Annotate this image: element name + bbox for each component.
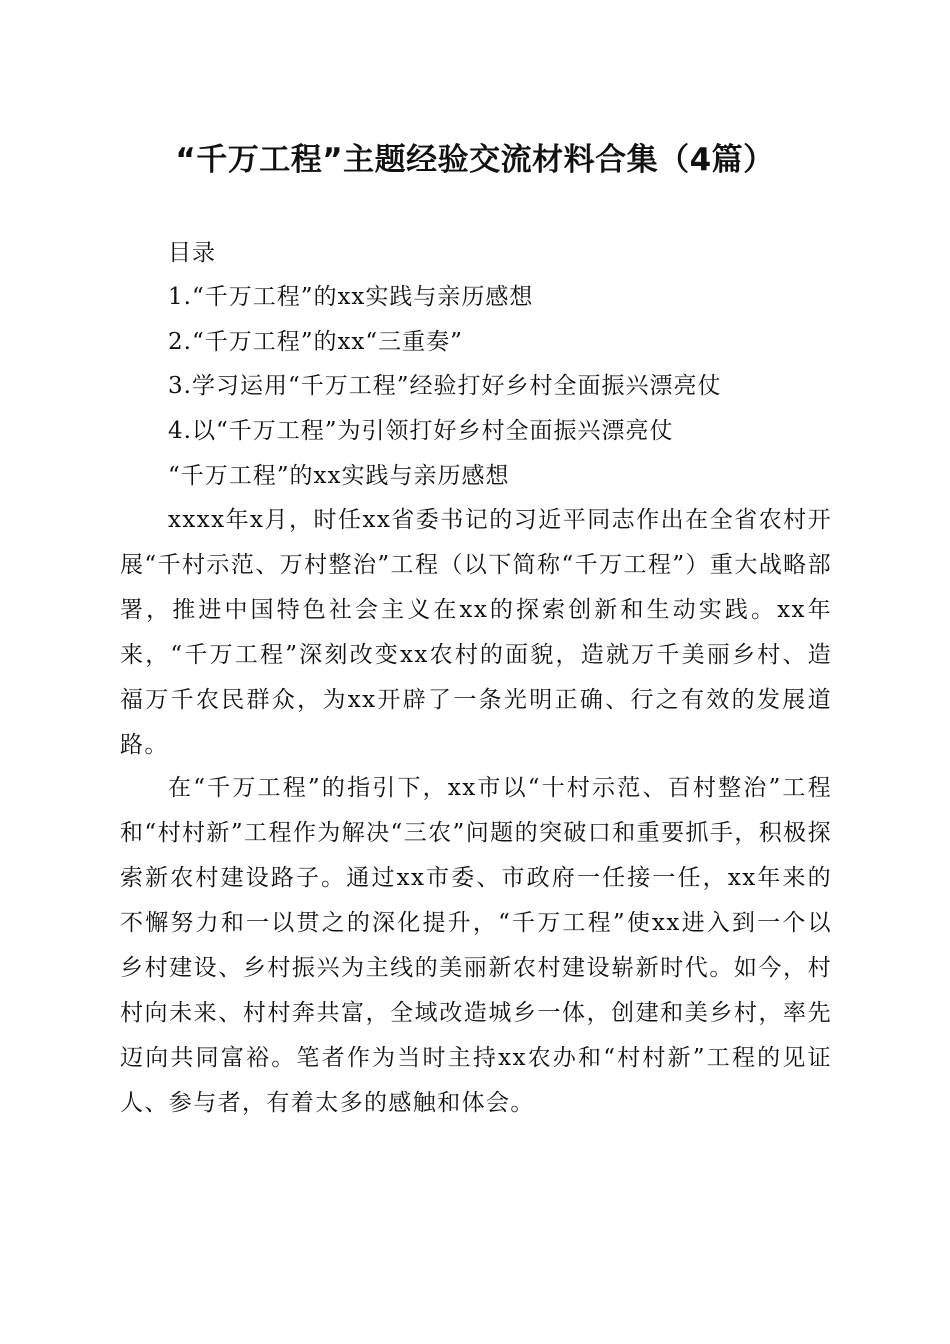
document-title: “千万工程”主题经验交流材料合集（4篇） [175, 142, 775, 178]
toc-item-2: 2.“千万工程”的xx“三重奏” [168, 329, 463, 355]
toc-item-1: 1.“千万工程”的xx实践与亲历感想 [168, 284, 534, 310]
toc-heading: 目录 [168, 240, 216, 266]
article-paragraph-1: xxxx年x月，时任xx省委书记的习近平同志作出在全省农村开展“千村示范、万村整治”工程（以下简称“千万工程”）重大战略部署，推进中国特色社会主义在xx的探索创新和生动实践。xx年来，“千万工程”深刻改变xx农村的面貌，造就万千美丽乡村、造福万千农民群众，为xx开辟了一条光明正确、行之有效的发展道路。 [120, 507, 832, 758]
article-paragraph-2: 在“千万工程”的指引下，xx市以“十村示范、百村整治”工程和“村村新”工程作为解决“三农”问题的突破口和重要抓手，积极探索新农村建设路子。通过xx市委、市政府一任接一任，xx年来的不懈努力和一以贯之的深化提升，“千万工程”使xx进入到一个以乡村建设、乡村振兴为主线的美丽新农村建设崭新时代。如今，村村向未来、村村奔共富，全域改造城乡一体，创建和美乡村，率先迈向共同富裕。笔者作为当时主持xx农办和“村村新”工程的见证人、参与者，有着太多的感触和体会。 [120, 775, 832, 1116]
article-heading: “千万工程”的xx实践与亲历感想 [168, 463, 510, 489]
toc-item-3: 3.学习运用“千万工程”经验打好乡村全面振兴漂亮仗 [168, 373, 722, 399]
toc-item-4: 4.以“千万工程”为引领打好乡村全面振兴漂亮仗 [168, 418, 674, 444]
